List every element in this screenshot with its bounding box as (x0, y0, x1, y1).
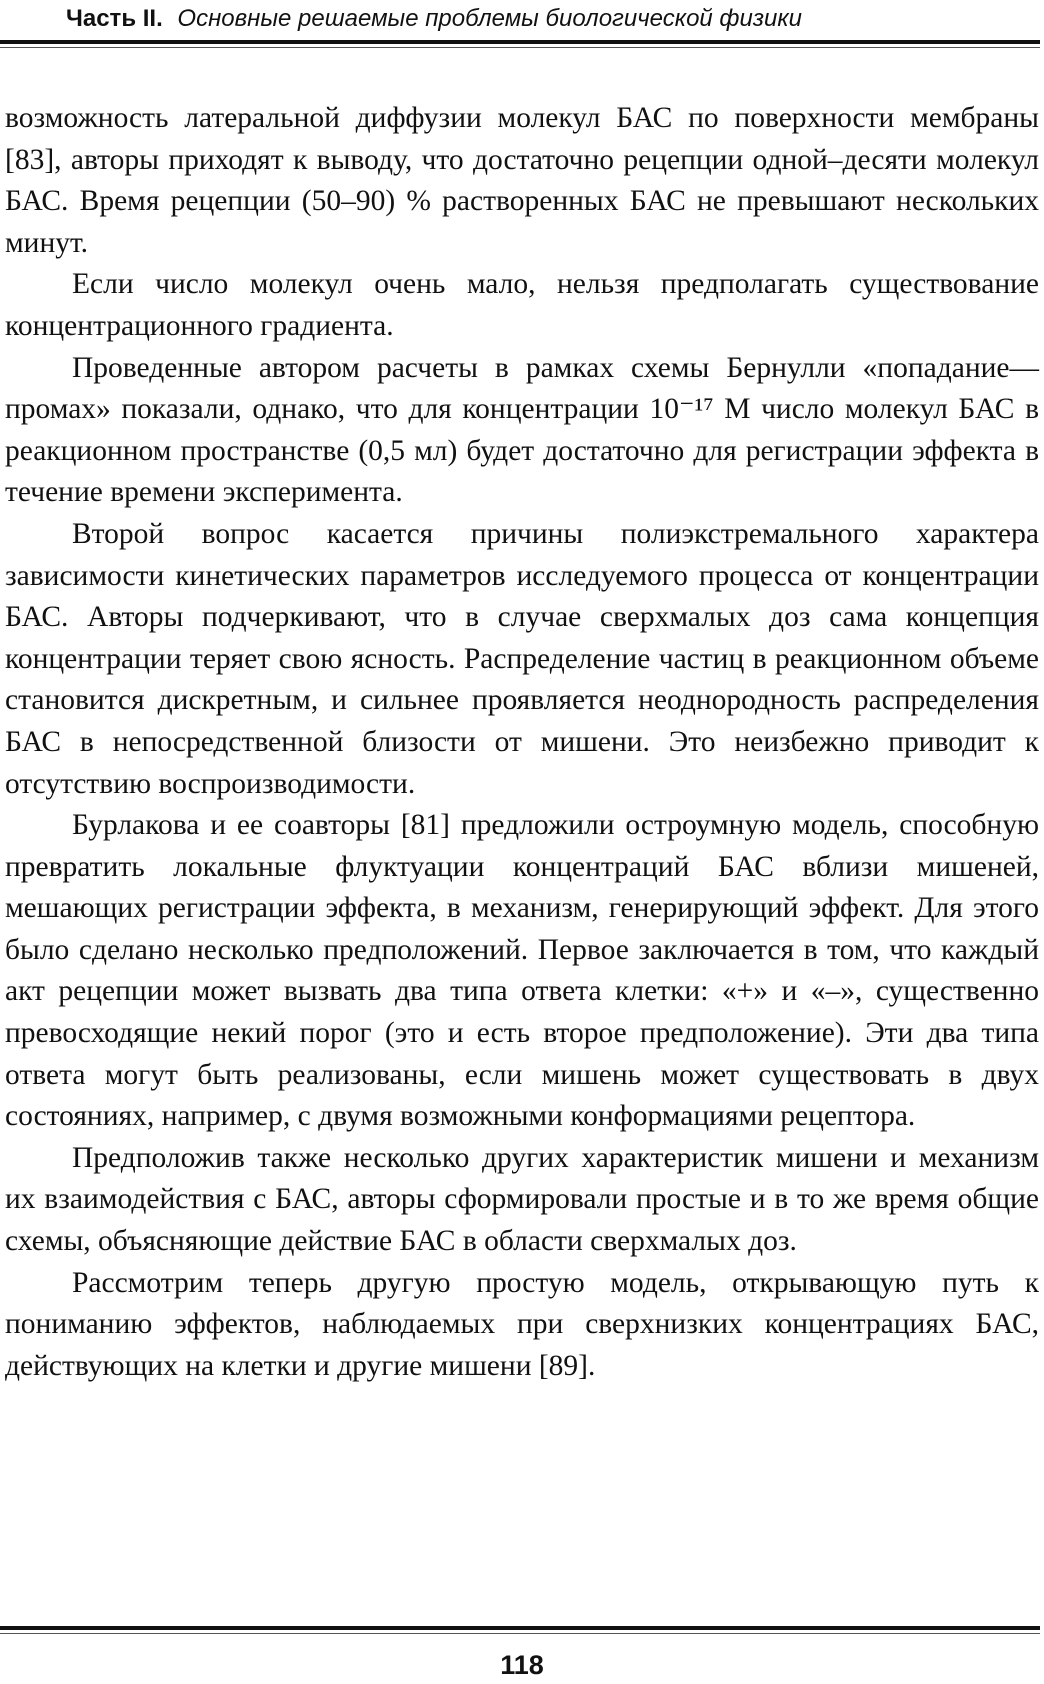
body-text (5, 98, 1039, 1387)
part-title: Основные решаемые проблемы биологической физики (177, 5, 803, 32)
footer-rule-thin (0, 1633, 1040, 1634)
footer-rule (0, 1626, 1040, 1630)
paragraph: Рассмотрим теперь другую простую модель, открывающую путь к пониманию эффектов, наблюдаемых при сверхнизких концентрациях БАС, действующих на клетки и другие мишени [89]. (5, 1266, 1039, 1382)
paragraph: Бурлакова и ее соавторы [81] предложили остроумную модель, способную превратить локальные флуктуации концентраций БАС вблизи мишеней, мешающих регистрации эффекта, в механизм, генерирующий эффект. Для этого было сделано несколько предположений. Первое заключается в том, что каждый акт рецепции может вызвать два типа ответа клетки: «+» и «–», существенно превосходящие некий порог (это и есть второе предположение). Эти два типа ответа могут быть реализованы, если мишень может существовать в двух состояниях, например, с двумя возможными конформациями рецептора. (5, 809, 1039, 1133)
paragraph: Предположив также несколько других характеристик мишени и механизм их взаимодействия с БАС, авторы сформировали простые и в то же время общие схемы, объясняющие действие БАС в области сверхмалых доз. (5, 1141, 1039, 1258)
paragraph-continued: возможность латеральной диффузии молекул БАС по поверхности мембраны [83], авторы приходят к выводу, что достаточно рецепции одной–десяти молекул БАС. Время рецепции (50–90) % растворенных БАС не превышают нескольких минут. (5, 102, 1039, 259)
page-number: 118 (500, 1650, 544, 1680)
header-rule-thin (0, 47, 1040, 48)
paragraph: Проведенные автором расчеты в рамках схемы Бернулли «попадание—промах» показали, однако, что для концентрации 10⁻¹⁷ М число молекул БАС в реакционном пространстве (0,5 мл) будет достаточно для регистрации эффекта в течение времени эксперимента. (5, 351, 1039, 509)
header-rule (0, 40, 1040, 44)
paragraph: Если число молекул очень мало, нельзя предполагать существование концентрационного градиента. (5, 268, 1039, 342)
part-label: Часть II. (66, 5, 163, 32)
paragraph: Второй вопрос касается причины полиэкстремального характера зависимости кинетических параметров исследуемого процесса от концентрации БАС. Авторы подчеркивают, что в случае сверхмалых доз сама концепция концентрации теряет свою ясность. Распределение частиц в реакционном объеме становится дискретным, и сильнее проявляется неоднородность распределения БАС в непосредственной близости от мишени. Это неизбежно приводит к отсутствию воспроизводимости. (5, 517, 1039, 800)
running-header (66, 4, 1026, 38)
